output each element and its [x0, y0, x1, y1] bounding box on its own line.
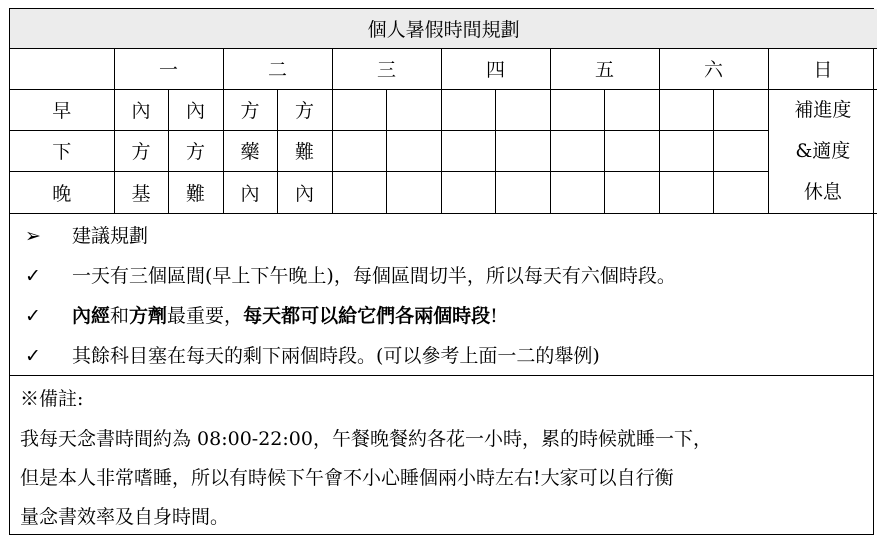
text-span: 和: [110, 305, 130, 327]
day-tue: 二: [223, 48, 332, 89]
table-row: [10, 130, 877, 171]
slot-cell: [386, 172, 441, 213]
slot-cell: [659, 130, 713, 171]
slot-cell: [659, 172, 713, 213]
checkmark-icon: ✓: [25, 265, 41, 287]
suggestion-text: 其餘科目塞在每天的剩下兩個時段。(可以參考上面一二的舉例): [72, 345, 600, 367]
suggestion-text: [72, 296, 498, 336]
slot-cell: 內: [168, 89, 223, 130]
remarks-line: 量念書效率及自身時間。: [20, 506, 230, 528]
slot-cell: [550, 130, 604, 171]
slot-cell: [495, 172, 550, 213]
slot-cell: 方: [114, 130, 168, 171]
corner-cell: [10, 48, 114, 89]
day-header-row: [10, 48, 877, 89]
day-sat: 六: [659, 48, 768, 89]
slot-cell: [659, 89, 713, 130]
day-wed: 三: [332, 48, 441, 89]
checkmark-icon: ✓: [25, 345, 41, 367]
slot-cell: 內: [223, 172, 277, 213]
bold-subject: 方劑: [129, 305, 168, 327]
checkmark-icon: ✓: [25, 305, 41, 327]
slot-cell: 難: [277, 130, 332, 171]
suggestion-text: 一天有三個區間(早上下午晚上)，每個區間切半，所以每天有六個時段。: [72, 265, 676, 287]
slot-cell: [332, 130, 386, 171]
slot-cell: 方: [223, 89, 277, 130]
day-fri: 五: [550, 48, 659, 89]
document-frame: [9, 8, 874, 535]
sunday-note-cell: [768, 89, 877, 213]
slot-cell: [441, 89, 495, 130]
slot-cell: [604, 172, 659, 213]
table-row: [10, 172, 877, 213]
slot-cell: [386, 89, 441, 130]
day-thu: 四: [441, 48, 550, 89]
slot-cell: [441, 130, 495, 171]
slot-cell: [713, 130, 768, 171]
slot-cell: [604, 89, 659, 130]
bold-subject: 內經: [72, 305, 111, 327]
sunday-note-line: &適度: [795, 139, 851, 162]
slot-cell: [550, 89, 604, 130]
slot-cell: [386, 130, 441, 171]
sunday-note-line: 休息: [803, 180, 842, 203]
row-label-evening: 晚: [10, 172, 114, 213]
slot-cell: 藥: [223, 130, 277, 171]
slot-cell: [332, 89, 386, 130]
bold-emphasis: 每天都可以給它們各兩個時段: [243, 305, 491, 327]
table-row: [10, 89, 877, 130]
day-sun: 日: [768, 48, 877, 89]
row-label-morning: 早: [10, 89, 114, 130]
text-span: 最重要，: [167, 305, 244, 327]
slot-cell: 方: [168, 130, 223, 171]
slot-cell: 難: [168, 172, 223, 213]
slot-cell: [604, 130, 659, 171]
suggestion-heading-text: 建議規劃: [72, 225, 149, 247]
slot-cell: [332, 172, 386, 213]
remarks-line: 但是本人非常嗜睡，所以有時候下午會不小心睡個兩小時左右!大家可以自行衡: [20, 467, 674, 489]
table-title: 個人暑假時間規劃: [10, 9, 877, 48]
remarks-heading: ※備註:: [20, 388, 84, 410]
arrow-bullet-icon: ➢: [25, 225, 41, 247]
slot-cell: 方: [277, 89, 332, 130]
row-label-afternoon: 下: [10, 130, 114, 171]
slot-cell: [495, 130, 550, 171]
text-span: !: [490, 305, 498, 327]
slot-cell: 內: [114, 89, 168, 130]
slot-cell: [441, 172, 495, 213]
slot-cell: 內: [277, 172, 332, 213]
remarks-body: [20, 420, 865, 537]
remarks-line: 我每天念書時間約為 08:00-22:00，午餐晚餐約各花一小時，累的時候就睡一下，: [20, 428, 712, 450]
slot-cell: [495, 89, 550, 130]
slot-cell: 基: [114, 172, 168, 213]
suggestions-section: [10, 214, 873, 376]
schedule-table: [10, 9, 877, 214]
slot-cell: [713, 172, 768, 213]
slot-cell: [550, 172, 604, 213]
day-mon: 一: [114, 48, 223, 89]
sunday-note-line: 補進度: [794, 98, 852, 121]
slot-cell: [713, 89, 768, 130]
